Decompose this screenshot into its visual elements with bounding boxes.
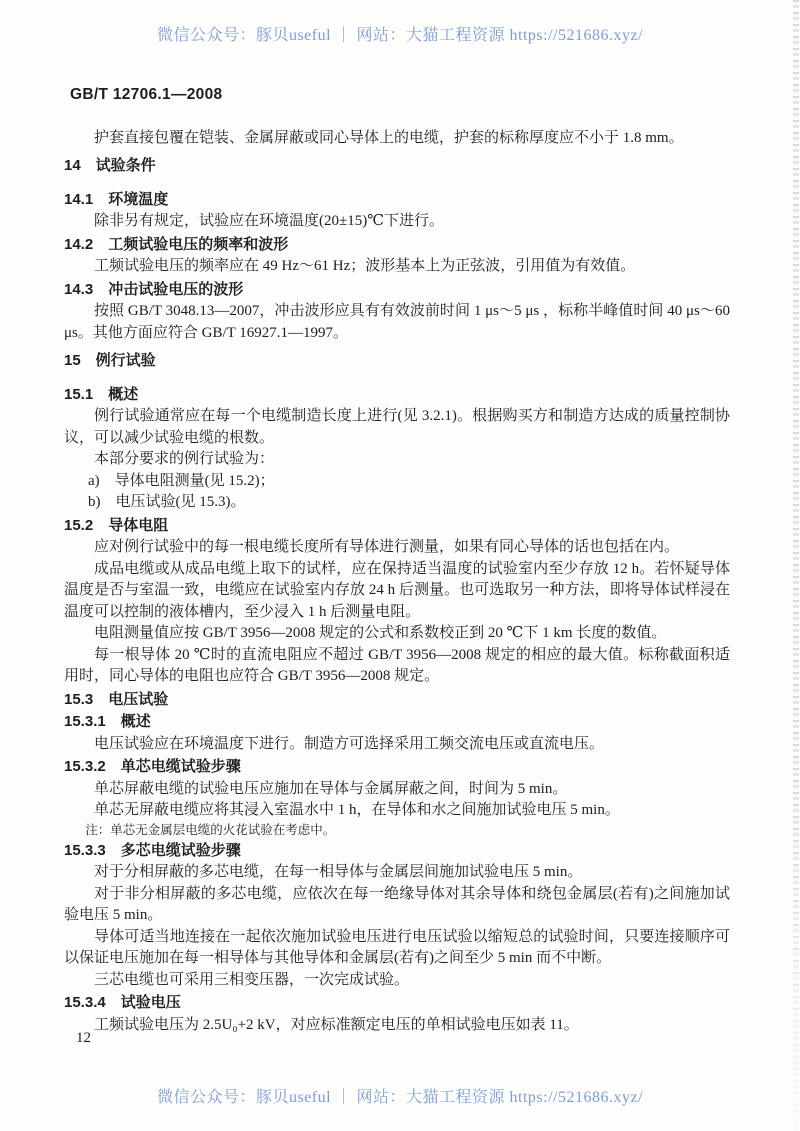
subsection-heading: 15.3.4 试验电压 (64, 994, 181, 1011)
paragraph: 单芯无屏蔽电缆应将其浸入室温水中 1 h，在导体和水之间施加试验电压 5 min。 (94, 802, 620, 818)
scan-edge-artifact (793, 0, 799, 1131)
subsection-heading: 15.2 导体电阻 (64, 516, 169, 534)
page-number: 12 (76, 1030, 91, 1046)
paragraph: 本部分要求的例行试验为： (94, 451, 275, 467)
subsection-heading: 15.3.1 概述 (64, 713, 151, 730)
section-heading: 15 例行试验 (64, 352, 156, 369)
paragraph: 电阻测量值应按 GB/T 3956—2008 规定的公式和系数校正到 20 ℃下 1 km 长度的数值。 (94, 625, 667, 641)
subsection-heading: 14.1 环境温度 (64, 190, 169, 208)
paragraph: 工频试验电压的频率应在 49 Hz～61 Hz；波形基本上为正弦波，引用值为有效值。 (94, 258, 636, 274)
subsection-heading: 14.3 冲击试验电压的波形 (64, 280, 244, 298)
paragraph: 例行试验通常应在每一个电缆制造长度上进行(见 3.2.1)。根据购买方和制造方达成的质量控制协议，可以减少试验电缆的根数。 (64, 408, 730, 446)
paragraph: 电压试验应在环境温度下进行。制造方可选择采用工频交流电压或直流电压。 (94, 735, 605, 752)
list-item: a) 导体电阻测量(见 15.2)； (88, 472, 275, 489)
paragraph: 护套直接包覆在铠装、金属屏蔽或同心导体上的电缆，护套的标称厚度应不小于 1.8 mm。 (94, 129, 684, 146)
section-heading: 14 试验条件 (64, 157, 156, 174)
paragraph: 工频试验电压为 2.5U₀+2 kV，对应标准额定电压的单相试验电压如表 11。 (94, 1016, 579, 1033)
paragraph: 按照 GB/T 3048.13—2007，冲击波形应具有有效波前时间 1 μs～5 μs ，标称半峰值时间 40 μs～60 μs。其他方面应符合 GB/T 16927.1—1997。 (64, 303, 730, 341)
watermark-top: 微信公众号：豚贝useful ｜ 网站：大猫工程资源 https://521686.xyz/ (156, 27, 644, 44)
subsection-heading: 15.3.3 多芯电缆试验步骤 (64, 841, 241, 859)
document-body (64, 84, 730, 1036)
paragraph: 三芯电缆也可采用三相变压器，一次完成试验。 (94, 971, 410, 988)
subsection-heading: 15.3.2 单芯电缆试验步骤 (64, 758, 241, 775)
standard-number: GB/T 12706.1—2008 (70, 86, 223, 103)
subsection-heading: 15.1 概述 (64, 385, 139, 403)
paragraph: 对于非分相屏蔽的多芯电缆，应依次在每一绝缘导体对其余导体和绕包金属层(若有)之间施加试验电压 5 min。 (64, 885, 730, 923)
watermark-bottom: 微信公众号：豚贝useful ｜ 网站：大猫工程资源 https://521686.xyz/ (156, 1089, 644, 1106)
paragraph: 除非另有规定，试验应在环境温度(20±15)℃下进行。 (94, 213, 445, 229)
paragraph: 应对例行试验中的每一根电缆长度所有导体进行测量，如果有同心导体的话也包括在内。 (94, 539, 680, 555)
paragraph: 单芯屏蔽电缆的试验电压应施加在导体与金属屏蔽之间，时间为 5 min。 (94, 780, 568, 797)
subsection-heading: 14.2 工频试验电压的频率和波形 (64, 235, 289, 253)
list-item: b) 电压试验(见 15.3)。 (88, 494, 246, 510)
paragraph: 成品电缆或从成品电缆上取下的试样，应在保持适当温度的试验室内至少存放 12 h。若怀疑导体温度是否与室温一致，电缆应在试验室内存放 24 h 后测量。也可选取另一种方法，即将导体试样浸在温度可以控制的液体槽内，至少浸入 1 h 后测量电阻。 (64, 560, 730, 620)
paragraph: 每一根导体 20 ℃时的直流电阻应不超过 GB/T 3956—2008 规定的相应的最大值。标称截面积适用时，同心导体的电阻也应符合 GB/T 3956—2008 规定。 (64, 646, 730, 684)
note: 注：单芯无金属层电缆的火花试验在考虑中。 (85, 822, 336, 837)
paragraph: 导体可适当地连接在一起依次施加试验电压进行电压试验以缩短总的试验时间，只要连接顺序可以保证电压施加在每一相导体与其他导体和金属层(若有)之间至少 5 min 而不中断。 (64, 928, 730, 966)
subsection-heading: 15.3 电压试验 (64, 690, 169, 708)
paragraph: 对于分相屏蔽的多芯电缆，在每一相导体与金属层间施加试验电压 5 min。 (94, 864, 583, 880)
